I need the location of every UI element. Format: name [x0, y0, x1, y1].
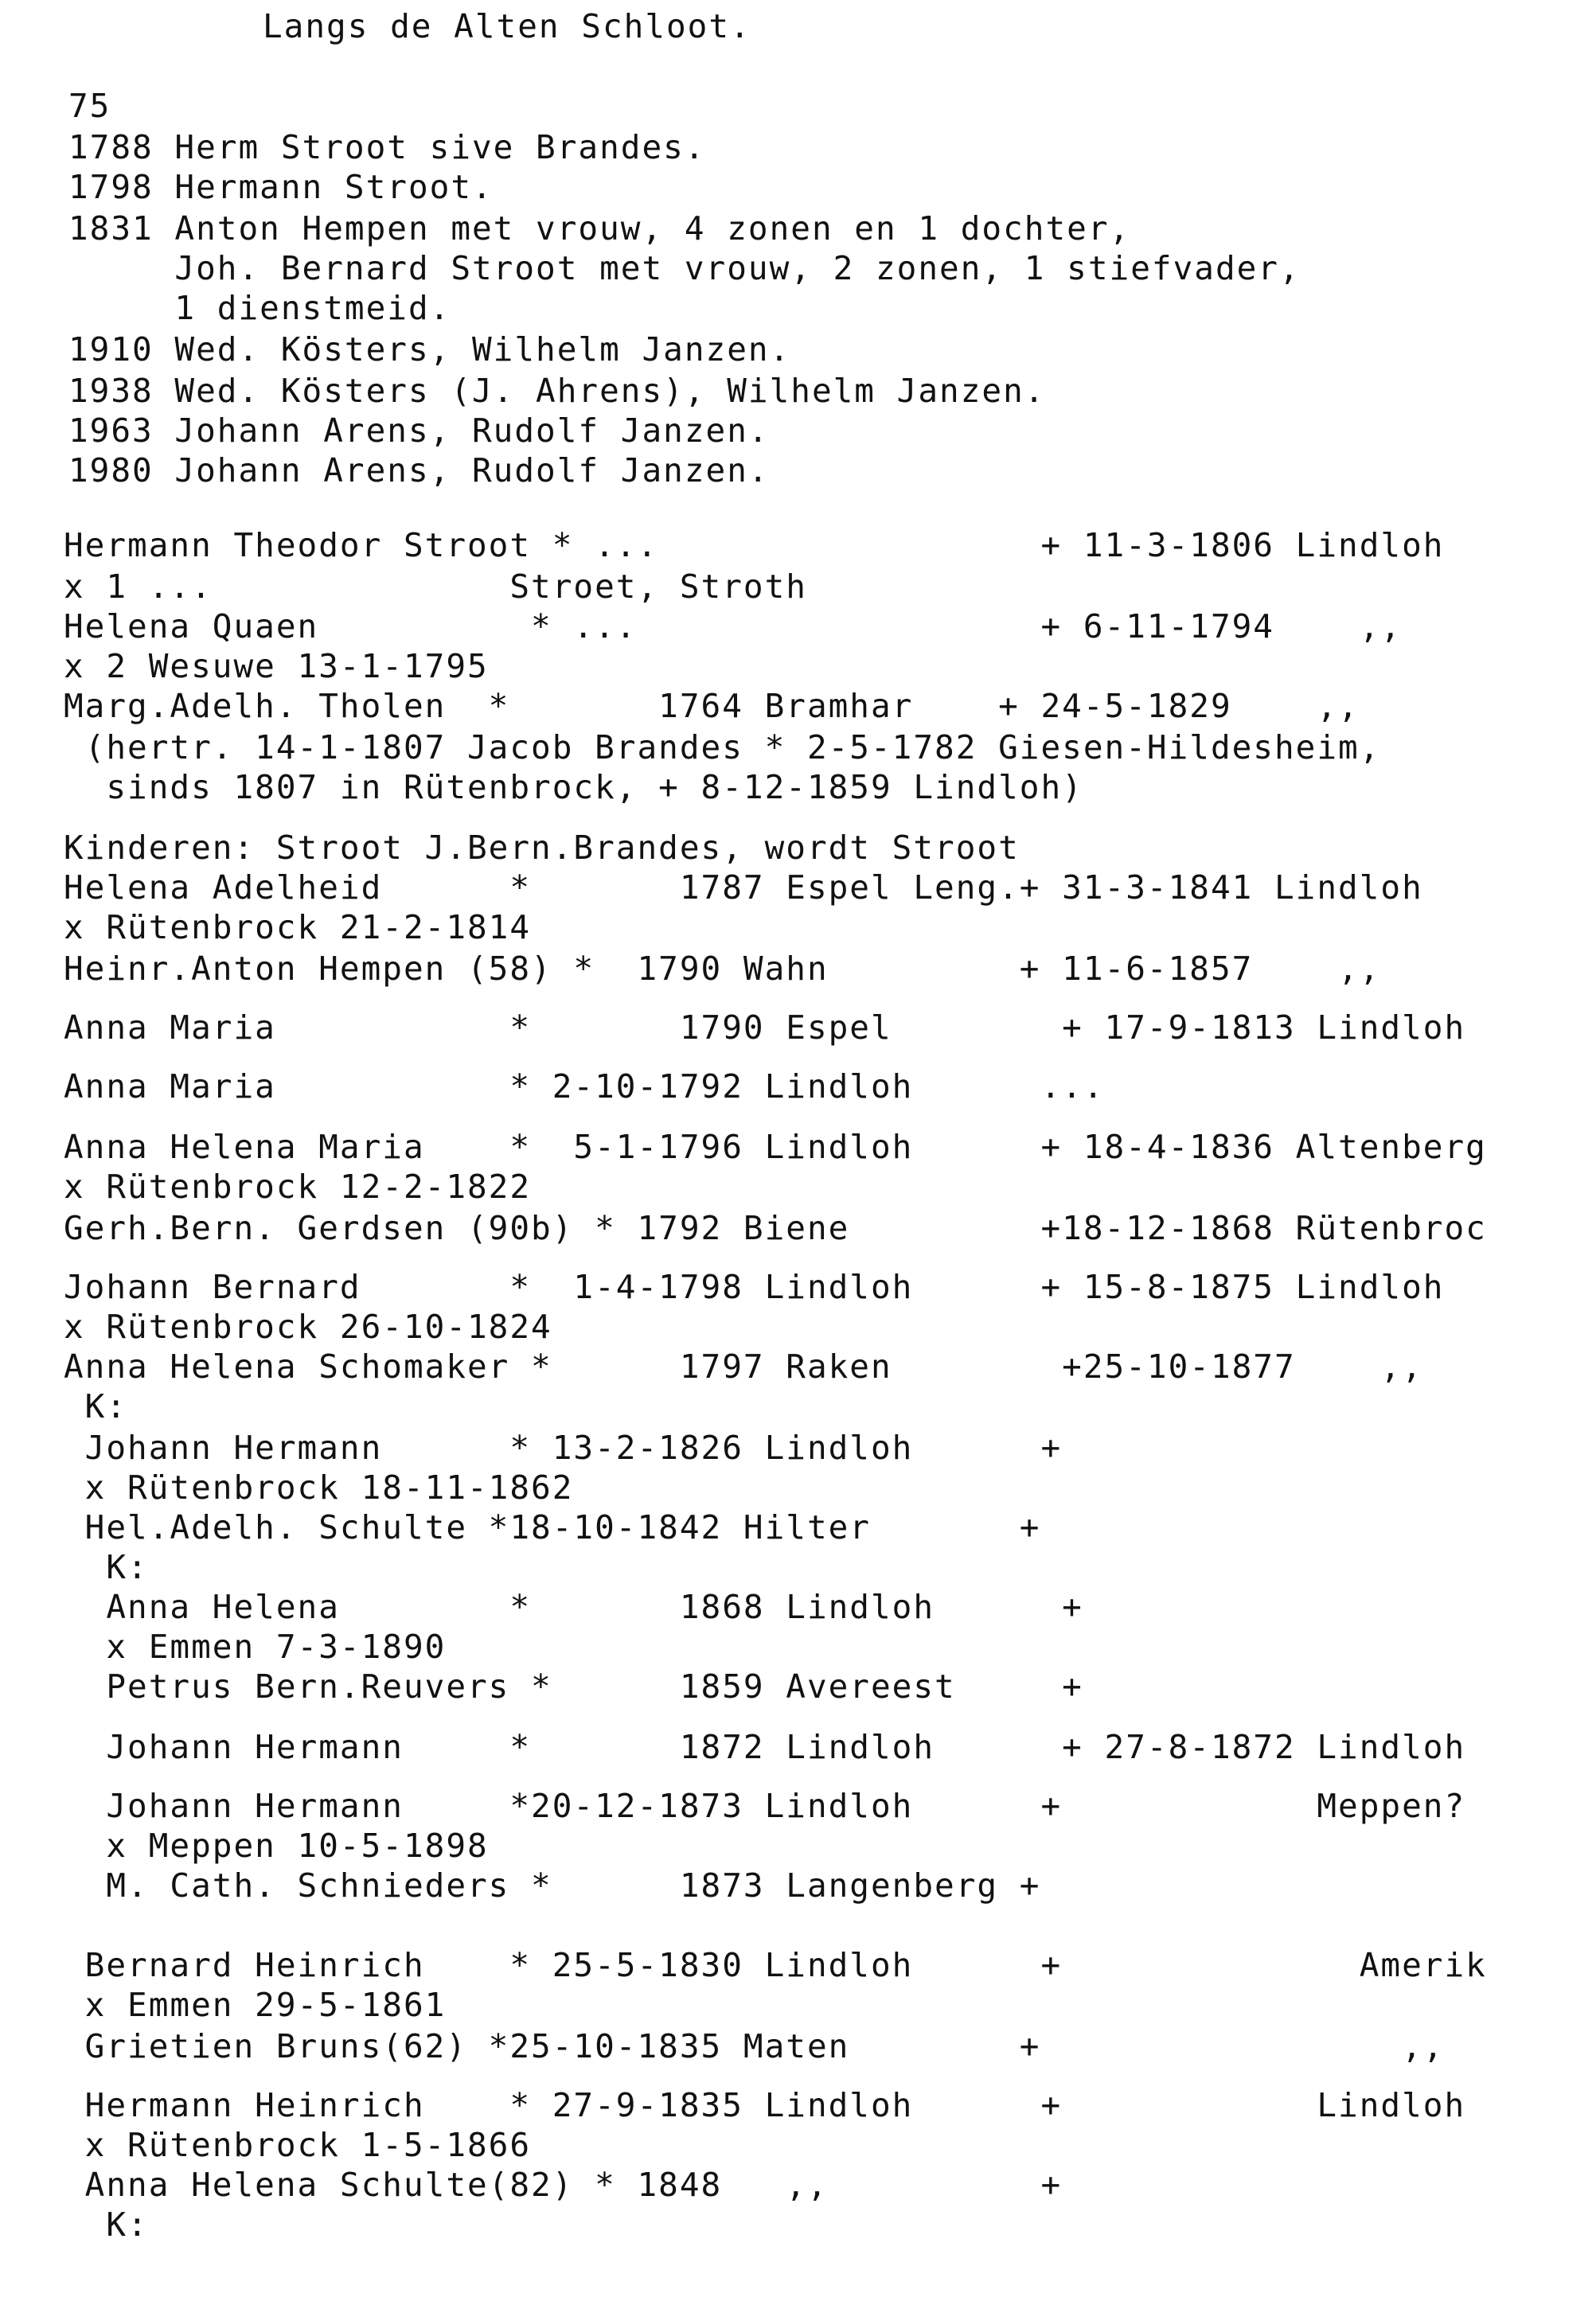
genealogy-line: Johann Hermann *20-12-1873 Lindloh + Meppen? [64, 1787, 1466, 1825]
history-line: 1788 Herm Stroot sive Brandes. [68, 128, 706, 166]
genealogy-line: Helena Quaen * ... + 6-11-1794 ,, [64, 607, 1403, 645]
genealogy-line: Petrus Bern.Reuvers * 1859 Avereest + [64, 1667, 1083, 1706]
genealogy-line: sinds 1807 in Rütenbrock, + 8-12-1859 Lindloh) [64, 768, 1083, 806]
genealogy-line: x Rütenbrock 21-2-1814 [64, 908, 532, 946]
history-line: 1910 Wed. Kösters, Wilhelm Janzen. [68, 330, 791, 369]
history-line: 1938 Wed. Kösters (J. Ahrens), Wilhelm Janzen. [68, 372, 1046, 410]
genealogy-line: x Rütenbrock 12-2-1822 [64, 1168, 532, 1206]
genealogy-line: Anna Helena * 1868 Lindloh + [64, 1588, 1083, 1626]
genealogy-line: M. Cath. Schnieders * 1873 Langenberg + [64, 1866, 1041, 1905]
genealogy-line: K: [64, 1387, 128, 1425]
genealogy-line: Hermann Heinrich * 27-9-1835 Lindloh + Lindloh [64, 2086, 1466, 2124]
genealogy-line: Anna Maria * 2-10-1792 Lindloh ... [64, 1067, 1105, 1106]
genealogy-line: Gerh.Bern. Gerdsen (90b) * 1792 Biene +18-12-1868 Rütenbroc [64, 1209, 1487, 1247]
genealogy-line: Anna Helena Schulte(82) * 1848 ,, + [64, 2166, 1063, 2204]
page-title: Langs de Alten Schloot. [263, 7, 751, 45]
genealogy-line: Johann Bernard * 1-4-1798 Lindloh + 15-8-1875 Lindloh [64, 1268, 1445, 1306]
genealogy-line: x Emmen 29-5-1861 [64, 1986, 447, 2024]
genealogy-line: Marg.Adelh. Tholen * 1764 Bramhar + 24-5-1829 ,, [64, 687, 1360, 725]
genealogy-line: Hel.Adelh. Schulte *18-10-1842 Hilter + [64, 1508, 1041, 1546]
history-line: 1 dienstmeid. [68, 289, 451, 327]
history-line: Joh. Bernard Stroot met vrouw, 2 zonen, 1 stiefvader, [68, 249, 1301, 287]
genealogy-line: Hermann Theodor Stroot * ... + 11-3-1806 Lindloh [64, 526, 1445, 564]
history-line: 1963 Johann Arens, Rudolf Janzen. [68, 411, 770, 450]
genealogy-line: Helena Adelheid * 1787 Espel Leng.+ 31-3-1841 Lindloh [64, 868, 1423, 907]
history-line: 1798 Hermann Stroot. [68, 168, 494, 206]
genealogy-line: Heinr.Anton Hempen (58) * 1790 Wahn + 11-6-1857 ,, [64, 950, 1381, 988]
genealogy-line: K: [64, 2205, 149, 2244]
genealogy-line: K: [64, 1548, 149, 1586]
genealogy-line: Johann Hermann * 13-2-1826 Lindloh + [64, 1429, 1063, 1467]
children-heading: Kinderen: Stroot J.Bern.Brandes, wordt Stroot [64, 829, 1020, 867]
genealogy-line: x Rütenbrock 1-5-1866 [64, 2126, 532, 2164]
history-line: 1831 Anton Hempen met vrouw, 4 zonen en 1 dochter, [68, 209, 1131, 248]
genealogy-line: x Meppen 10-5-1898 [64, 1827, 489, 1865]
genealogy-line: Anna Maria * 1790 Espel + 17-9-1813 Lindloh [64, 1008, 1466, 1047]
genealogy-line: Anna Helena Schomaker * 1797 Raken +25-10-1877 ,, [64, 1347, 1423, 1386]
history-line: 1980 Johann Arens, Rudolf Janzen. [68, 451, 770, 489]
genealogy-line: Grietien Bruns(62) *25-10-1835 Maten + ,, [64, 2027, 1445, 2065]
genealogy-line: x 1 ... Stroet, Stroth [64, 567, 807, 606]
genealogy-line: x Rütenbrock 18-11-1862 [64, 1468, 574, 1507]
genealogy-line: x 2 Wesuwe 13-1-1795 [64, 647, 489, 685]
genealogy-line: Johann Hermann * 1872 Lindloh + 27-8-1872 Lindloh [64, 1728, 1466, 1766]
record-number: 75 [68, 87, 111, 125]
genealogy-line: Bernard Heinrich * 25-5-1830 Lindloh + Amerik [64, 1946, 1487, 1984]
genealogy-line: x Emmen 7-3-1890 [64, 1628, 447, 1666]
genealogy-line: x Rütenbrock 26-10-1824 [64, 1308, 552, 1346]
genealogy-line: Anna Helena Maria * 5-1-1796 Lindloh + 18-4-1836 Altenberg [64, 1128, 1487, 1166]
genealogy-line: (hertr. 14-1-1807 Jacob Brandes * 2-5-1782 Giesen-Hildesheim, [64, 728, 1381, 766]
